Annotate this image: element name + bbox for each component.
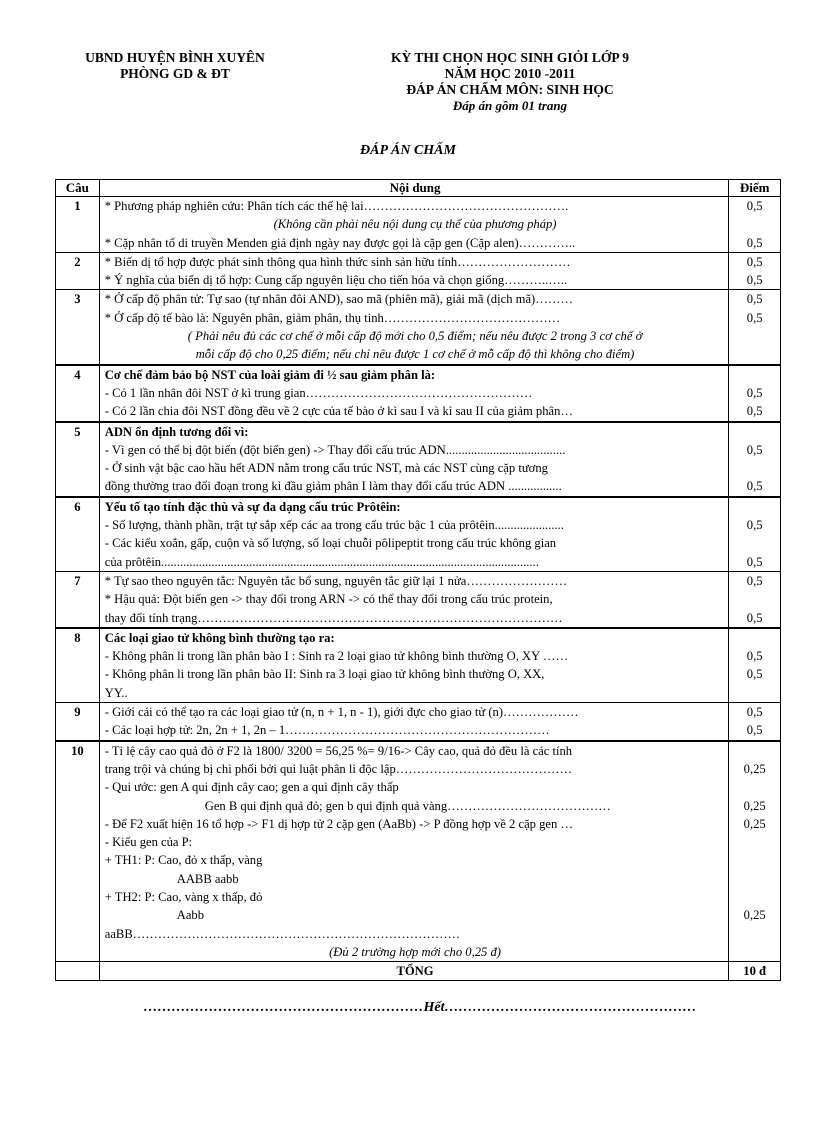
score-value bbox=[729, 778, 780, 796]
score-value bbox=[729, 423, 780, 441]
answer-line: - Vì gen có thể bị đột biến (đột biến gen) -> Thay đổi cấu trúc ADN...................................... bbox=[104, 442, 566, 457]
answer-content bbox=[99, 628, 729, 703]
issuer-block bbox=[40, 50, 310, 82]
answer-line: - Tỉ lệ cây cao quả đỏ ở F2 là 1800/ 3200 = 56,25 %= 9/16-> Cây cao, quả đỏ đều là các tính bbox=[104, 743, 573, 758]
score-value: 0,5 bbox=[746, 385, 763, 400]
score-value: 0,5 bbox=[746, 610, 763, 625]
score-value bbox=[729, 943, 780, 961]
score-value: 0,5 bbox=[746, 235, 763, 250]
answer-table bbox=[55, 179, 781, 981]
answer-line: aaBB…………………………………………………………………… bbox=[104, 926, 461, 941]
score-cell bbox=[729, 365, 781, 422]
score-value: 0,25 bbox=[743, 761, 766, 776]
score-cell bbox=[729, 290, 781, 365]
answer-content bbox=[99, 197, 729, 253]
score-cell bbox=[729, 252, 781, 290]
score-value: 0,5 bbox=[746, 554, 763, 569]
question-number: 10 bbox=[56, 741, 100, 962]
answer-line: Aabb bbox=[176, 908, 205, 923]
table-row bbox=[56, 628, 781, 703]
answer-line: - Giới cái có thể tạo ra các loại giao tử (n, n + 1, n - 1), giới đực cho giao tử (n)……………… bbox=[104, 705, 579, 720]
table-row bbox=[56, 365, 781, 422]
score-value: 0,25 bbox=[743, 816, 766, 831]
score-value: 0,5 bbox=[746, 649, 763, 664]
score-value: 0,25 bbox=[743, 798, 766, 813]
score-value bbox=[729, 459, 780, 477]
question-number: 4 bbox=[56, 365, 100, 422]
score-value bbox=[729, 215, 780, 233]
answer-line: - Qui ước: gen A qui định cây cao; gen a qui định cây thấp bbox=[104, 780, 399, 795]
table-row bbox=[56, 571, 781, 627]
score-value: 0,5 bbox=[746, 723, 763, 738]
question-number: 5 bbox=[56, 422, 100, 497]
score-value bbox=[729, 345, 780, 363]
score-cell bbox=[729, 628, 781, 703]
score-value bbox=[729, 327, 780, 345]
score-value bbox=[729, 629, 780, 647]
answer-line: * Ý nghĩa của biến dị tổ hợp: Cung cấp nguyên liệu cho tiến hóa và chọn giống………..….. bbox=[104, 273, 568, 288]
answer-line: - Có 1 lần nhân đôi NST ở kì trung gian……………………………………………… bbox=[104, 385, 533, 400]
page-count-note: Đáp án gồm 01 trang bbox=[452, 98, 568, 113]
score-value: 0,5 bbox=[746, 199, 763, 213]
score-value bbox=[729, 684, 780, 702]
answer-line: - Các kiểu xoắn, gấp, cuộn và số lượng, số loại chuỗi pôlipeptit trong cấu trúc không gian bbox=[104, 536, 557, 551]
score-cell bbox=[729, 197, 781, 253]
answer-line: + TH2: P: Cao, vàng x thấp, đỏ bbox=[104, 889, 263, 904]
answer-line: trang trội và chúng bị chi phối bởi qui luật phân li độc lập…………………………………… bbox=[104, 761, 573, 776]
answer-line: * Phương pháp nghiên cứu: Phân tích các thế hệ lai…………………………………………. bbox=[104, 199, 569, 213]
total-row bbox=[56, 962, 781, 981]
answer-content bbox=[99, 290, 729, 365]
answer-line: - Không phân li trong lần phân bào I : Sinh ra 2 loại giao tử không bình thường O, XY …… bbox=[104, 649, 569, 664]
answer-line: - Không phân li trong lần phân bào II: Sinh ra 3 loại giao tử không bình thường O, XX, bbox=[104, 667, 545, 682]
answer-content bbox=[99, 252, 729, 290]
score-value bbox=[729, 498, 780, 516]
exam-title-block bbox=[330, 50, 690, 114]
score-value bbox=[729, 742, 780, 760]
score-value bbox=[729, 851, 780, 869]
score-cell bbox=[729, 571, 781, 627]
issuer-line-2: PHÒNG GD & ĐT bbox=[120, 66, 230, 81]
answer-line: mỗi cấp độ cho 0,25 điểm; nếu chỉ nêu được 1 cơ chế ở mỗ cấp độ thì không cho điểm) bbox=[195, 347, 635, 362]
score-value: 0,5 bbox=[746, 310, 763, 325]
question-number: 2 bbox=[56, 252, 100, 290]
score-value: 0,5 bbox=[746, 273, 763, 288]
answer-line: AABB aabb bbox=[176, 871, 239, 886]
score-value bbox=[729, 870, 780, 888]
answer-line: thay đổi tính trạng…………………………………………………………………………… bbox=[104, 610, 563, 625]
page-title: ĐÁP ÁN CHẤM bbox=[360, 143, 456, 158]
table-row bbox=[56, 741, 781, 962]
score-value bbox=[729, 833, 780, 851]
answer-line: Cơ chế đảm bảo bộ NST của loài giảm đi ½ sau giảm phân là: bbox=[104, 367, 436, 382]
answer-line: * Ở cấp độ phân tử: Tự sao (tự nhân đôi AND), sao mã (phiên mã), giải mã (dịch mã)……… bbox=[104, 292, 574, 307]
table-row bbox=[56, 497, 781, 572]
score-value: 0,5 bbox=[746, 573, 763, 588]
answer-line: ADN ổn định tương đối vì: bbox=[104, 424, 249, 439]
score-value bbox=[729, 366, 780, 384]
issuer-line-1: UBND HUYỆN BÌNH XUYÊN bbox=[85, 50, 265, 65]
score-value: 0,5 bbox=[746, 667, 763, 682]
score-cell bbox=[729, 741, 781, 962]
score-value: 0,5 bbox=[746, 442, 763, 457]
table-row bbox=[56, 197, 781, 253]
answer-content bbox=[99, 741, 729, 962]
question-number: 3 bbox=[56, 290, 100, 365]
score-value bbox=[729, 590, 780, 608]
answer-line: - Ở sinh vật bậc cao hầu hết ADN nằm trong cấu trúc NST, mà các NST cùng cặp tương bbox=[104, 461, 548, 476]
answer-line: - Kiểu gen của P: bbox=[104, 835, 193, 850]
score-value: 0,5 bbox=[746, 292, 763, 307]
exam-title-line-3: ĐÁP ÁN CHẤM MÔN: SINH HỌC bbox=[406, 82, 614, 97]
answer-content bbox=[99, 703, 729, 741]
answer-line: * Biến dị tổ hợp được phát sinh thông qua hình thức sinh sản hữu tính……………………… bbox=[104, 254, 571, 269]
exam-title-line-1: KỲ THI CHỌN HỌC SINH GIỎI LỚP 9 bbox=[391, 50, 629, 65]
answer-line: ( Phải nêu đủ các cơ chế ở mỗi cấp độ mới cho 0,5 điểm; nếu nêu được 2 trong 3 cơ chế ở bbox=[187, 329, 643, 344]
score-value bbox=[729, 925, 780, 943]
answer-line: đồng thường trao đổi đoạn trong kì đầu giảm phân I làm thay đổi cấu trúc ADN ................. bbox=[104, 479, 562, 494]
answer-content bbox=[99, 365, 729, 422]
table-row bbox=[56, 252, 781, 290]
score-value bbox=[729, 888, 780, 906]
answer-line: (Đủ 2 trường hợp mới cho 0,25 đ) bbox=[329, 944, 501, 959]
question-number: 9 bbox=[56, 703, 100, 741]
question-number: 7 bbox=[56, 571, 100, 627]
col-header-question: Câu bbox=[56, 180, 100, 197]
score-value: 0,5 bbox=[746, 254, 763, 269]
score-value: 0,5 bbox=[746, 705, 763, 720]
table-row bbox=[56, 290, 781, 365]
answer-line: - Có 2 lần chia đôi NST đồng đều về 2 cực của tế bào ở kì sau I và kì sau II của giảm phân… bbox=[104, 404, 573, 419]
score-cell bbox=[729, 497, 781, 572]
score-value bbox=[729, 534, 780, 552]
col-header-score: Điểm bbox=[729, 180, 781, 197]
col-header-content: Nội dung bbox=[99, 180, 729, 197]
answer-line: - Số lượng, thành phần, trật tự sắp xếp các aa trong cấu trúc bậc 1 của prôtêin...................... bbox=[104, 518, 564, 533]
score-value: 0,5 bbox=[746, 479, 763, 494]
answer-line: Yếu tố tạo tính đặc thù và sự đa dạng cấu trúc Prôtêin: bbox=[104, 499, 401, 514]
question-number: 6 bbox=[56, 497, 100, 572]
answer-content bbox=[99, 497, 729, 572]
table-row bbox=[56, 703, 781, 741]
answer-line: + TH1: P: Cao, đỏ x thấp, vàng bbox=[104, 853, 263, 868]
answer-line: * Tự sao theo nguyên tắc: Nguyên tắc bổ sung, nguyên tắc giữ lại 1 nửa…………………… bbox=[104, 573, 568, 588]
answer-line: YY.. bbox=[104, 685, 128, 700]
total-score: 10 đ bbox=[729, 962, 781, 981]
score-value: 0,25 bbox=[743, 908, 766, 923]
answer-line: * Cặp nhân tố di truyền Menden giả định ngày nay được gọi là cặp gen (Cặp alen)………….. bbox=[104, 235, 576, 250]
answer-line: của prôtêin........................................................................................................................ bbox=[104, 554, 539, 569]
table-header-row bbox=[56, 180, 781, 197]
answer-line: * Ở cấp độ tế bào là: Nguyên phân, giảm phân, thụ tinh…………………………………… bbox=[104, 310, 561, 325]
answer-line: * Hậu quả: Đột biến gen -> thay đổi trong ARN -> có thể thay đổi trong cấu trúc protein, bbox=[104, 592, 553, 607]
table-row bbox=[56, 422, 781, 497]
total-label: TỔNG bbox=[99, 962, 729, 981]
question-number: 8 bbox=[56, 628, 100, 703]
score-cell bbox=[729, 422, 781, 497]
answer-line: - Các loại hợp tử: 2n, 2n + 1, 2n – 1……………………………………………………… bbox=[104, 723, 550, 738]
answer-content bbox=[99, 571, 729, 627]
exam-title-line-2: NĂM HỌC 2010 -2011 bbox=[444, 66, 576, 81]
answer-line: - Để F2 xuất hiện 16 tổ hợp -> F1 dị hợp tử 2 cặp gen (AaBb) -> P đồng hợp về 2 cặp gen … bbox=[104, 816, 574, 831]
score-cell bbox=[729, 703, 781, 741]
end-marker: ……………………………………………………Hết……………………………………………… bbox=[143, 1000, 697, 1015]
question-number: 1 bbox=[56, 197, 100, 253]
answer-line: Gen B qui định quả đỏ; gen b qui định quả vàng………………………………… bbox=[204, 798, 611, 813]
answer-content bbox=[99, 422, 729, 497]
score-value: 0,5 bbox=[746, 518, 763, 533]
answer-line: Các loại giao tử không bình thường tạo ra: bbox=[104, 630, 335, 645]
score-value: 0,5 bbox=[746, 404, 763, 419]
answer-line: (Không cần phải nêu nội dung cụ thể của phương pháp) bbox=[273, 217, 557, 232]
